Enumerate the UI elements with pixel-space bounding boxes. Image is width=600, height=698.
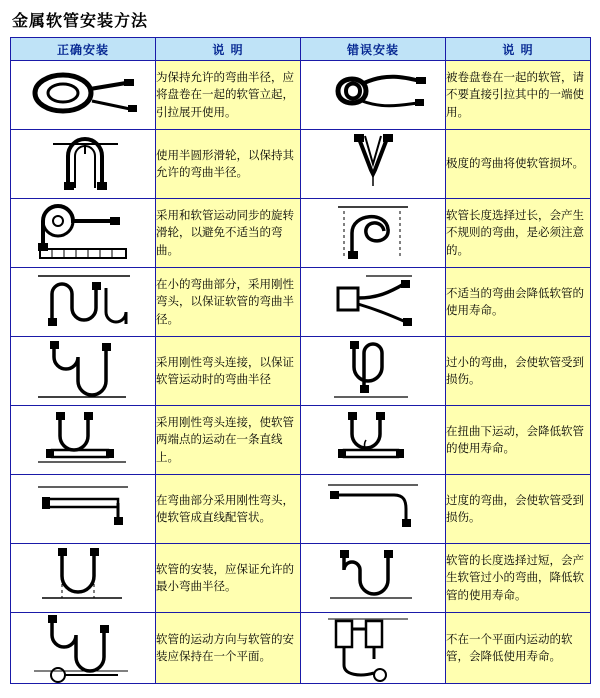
hose-too-long-irregular-bend-icon (301, 199, 445, 267)
table-row (11, 199, 591, 268)
note-correct: 在小的弯曲部分，采用刚性弯头，以保证软管的弯曲半径。 (156, 268, 301, 337)
figure-correct-rigid-elbow-u-loop (11, 337, 156, 406)
figure-wrong-excessive-bend (301, 475, 446, 544)
figure-correct-same-plane-motion (11, 613, 156, 684)
hose-twisted-in-motion-icon (301, 406, 445, 474)
table-header-row (11, 38, 591, 61)
excessive-bend-at-end-icon (301, 475, 445, 543)
note-wrong: 不在一个平面内运动的软管，会降低使用寿命。 (446, 613, 591, 684)
hose-motion-out-of-plane-icon (301, 613, 445, 683)
header-correct-note: 说 明 (156, 38, 301, 61)
table-row (11, 61, 591, 130)
note-correct: 采用和软管运动同步的旋转滑轮，以避免不适当的弯曲。 (156, 199, 301, 268)
figure-wrong-excess-slack (301, 544, 446, 613)
figure-wrong-too-small-bend (301, 337, 446, 406)
header-wrong-install: 错误安装 (301, 38, 446, 61)
figure-correct-rigid-elbow-small-bend (11, 268, 156, 337)
figure-correct-rigid-elbows-straight-line (11, 406, 156, 475)
table-row (11, 130, 591, 199)
table-row (11, 544, 591, 613)
hose-sharp-v-bend-icon (301, 130, 445, 198)
figure-wrong-out-of-plane-motion (301, 613, 446, 684)
table-row (11, 406, 591, 475)
page-title: 金属软管安装方法 (12, 11, 149, 30)
note-wrong: 过小的弯曲，会使软管受到损伤。 (446, 337, 591, 406)
rigid-elbow-at-small-bend-icon (11, 268, 155, 336)
figure-wrong-coiled-hose-pulled (301, 61, 446, 130)
figure-correct-rotating-sheave (11, 199, 156, 268)
note-correct: 采用刚性弯头连接，使软管两端点的运动在一条直线上。 (156, 406, 301, 475)
coiled-hose-standing-upright-icon (11, 61, 155, 129)
hose-with-rotating-sheave-and-chain-icon (11, 199, 155, 267)
hose-motion-in-same-plane-icon (11, 613, 155, 683)
note-wrong: 极度的弯曲将使软管损坏。 (446, 130, 591, 199)
figure-correct-min-bend-radius (11, 544, 156, 613)
header-wrong-note: 说 明 (446, 38, 591, 61)
note-correct: 在弯曲部分采用刚性弯头，使软管成直线配管状。 (156, 475, 301, 544)
note-correct: 采用刚性弯头连接，以保证软管运动时的弯曲半径 (156, 337, 301, 406)
note-correct: 软管的安装，应保证允许的最小弯曲半径。 (156, 544, 301, 613)
figure-correct-semicircular-sheave (11, 130, 156, 199)
note-correct: 软管的运动方向与软管的安装应保持在一个平面。 (156, 613, 301, 684)
note-wrong: 被卷盘卷在一起的软管，请不要直接引拉其中的一端使用。 (446, 61, 591, 130)
hose-too-long-excess-slack-icon (301, 544, 445, 612)
figure-correct-rigid-elbow-straight-pipe (11, 475, 156, 544)
note-wrong: 软管长度选择过长，会产生不规则的弯曲，是必须注意的。 (446, 199, 591, 268)
figure-wrong-twisted-hose (301, 406, 446, 475)
note-correct: 为保持允许的弯曲半径，应将盘卷在一起的软管立起，引拉展开使用。 (156, 61, 301, 130)
table-row (11, 475, 591, 544)
installation-methods-table (10, 37, 591, 684)
note-wrong: 不适当的弯曲会降低软管的使用寿命。 (446, 268, 591, 337)
figure-correct-coiled-hose-upright (11, 61, 156, 130)
hose-over-semicircular-sheave-icon (11, 130, 155, 198)
too-small-bend-radius-loop-icon (301, 337, 445, 405)
table-row (11, 268, 591, 337)
note-correct: 使用半圆形滑轮，以保持其允许的弯曲半径。 (156, 130, 301, 199)
rigid-elbows-both-ends-straight-line-icon (11, 406, 155, 474)
table-row (11, 613, 591, 684)
note-wrong: 在扭曲下运动，会降低软管的使用寿命。 (446, 406, 591, 475)
note-wrong: 过度的弯曲，会使软管受到损伤。 (446, 475, 591, 544)
figure-wrong-improper-bend (301, 268, 446, 337)
rigid-elbow-u-loop-connection-icon (11, 337, 155, 405)
improper-bend-at-fitting-icon (301, 268, 445, 336)
header-correct-install: 正确安装 (11, 38, 156, 61)
hose-installed-with-min-bend-radius-icon (11, 544, 155, 612)
figure-wrong-hose-too-long (301, 199, 446, 268)
rigid-elbow-straight-pipe-layout-icon (11, 475, 155, 543)
figure-wrong-sharp-v-bend (301, 130, 446, 199)
table-row (11, 337, 591, 406)
note-wrong: 软管的长度选择过短，会产生软管过小的弯曲，降低软管的使用寿命。 (446, 544, 591, 613)
coiled-hose-pulled-from-middle-icon (301, 61, 445, 129)
